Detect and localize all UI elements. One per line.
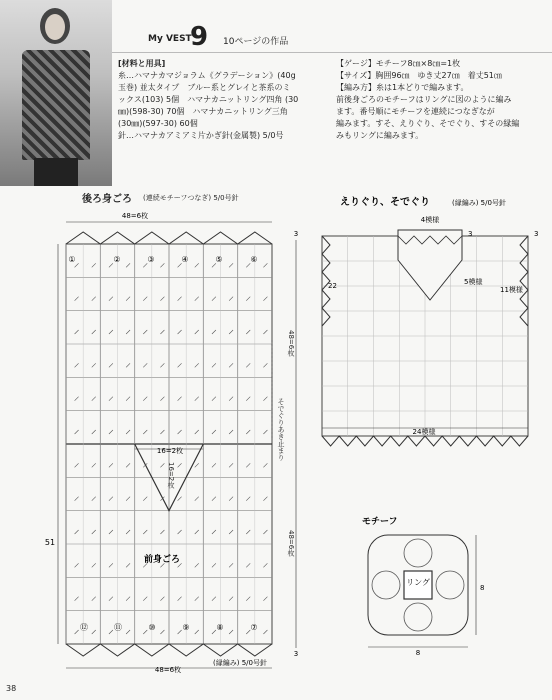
materials-line: 糸…ハマナカマジョラム《グラデーション》(40g	[118, 71, 296, 80]
gauge-line: 【ゲージ】モチーフ8㎝×8㎝=1枚	[336, 59, 461, 68]
stitch-mark	[143, 363, 164, 367]
motif-petal	[372, 571, 400, 599]
stitch-mark	[109, 397, 130, 401]
back-body-subtitle: (連続モチーフつなぎ) 5/0号針	[143, 194, 239, 202]
lower-side-label: 48=6枚	[287, 530, 295, 557]
stitch-mark	[246, 297, 267, 301]
stitch-mark	[178, 297, 199, 301]
stitch-mark	[212, 297, 233, 301]
bottom-width-label: 48=6枚	[154, 666, 182, 674]
stitch-mark	[246, 430, 267, 434]
stitch-mark	[246, 563, 267, 567]
stitch-mark	[178, 530, 199, 534]
stitch-mark	[246, 597, 267, 601]
hem-note: (縁編み) 5/0号針	[213, 659, 267, 667]
stitch-mark	[212, 397, 233, 401]
motif-num-4: ④	[181, 255, 189, 264]
method-line: 編みます。すそ、えりぐり、そでぐり、すその縁編	[336, 119, 520, 128]
motif-petal	[404, 539, 432, 567]
stitch-mark	[109, 563, 130, 567]
stitch-mark	[212, 563, 233, 567]
motif-petal	[436, 571, 464, 599]
edging-title: えりぐり、そでぐり	[340, 197, 430, 208]
motif-size-bottom: 8	[415, 649, 421, 657]
stitch-mark	[75, 497, 96, 501]
edging-bottom-count: 24模様	[412, 428, 436, 436]
stitch-mark	[178, 563, 199, 567]
motif-drawing	[368, 535, 476, 647]
stitch-mark	[212, 363, 233, 367]
motif-size-side: 8	[480, 584, 485, 592]
motif-num-10: ⑩	[148, 623, 156, 632]
method-line: ます。番号順にモチーフを連続につなぎなが	[336, 107, 495, 116]
stitch-mark	[212, 597, 233, 601]
stitch-mark	[178, 597, 199, 601]
pattern-number: 9	[190, 22, 209, 52]
motif-num-9: ⑨	[182, 623, 190, 632]
motif-petal	[404, 603, 432, 631]
stitch-mark	[75, 297, 96, 301]
motif-num-7: ⑦	[250, 623, 258, 632]
motif-num-11: ⑪	[114, 623, 122, 632]
stitch-mark	[246, 530, 267, 534]
stitch-mark	[178, 463, 199, 467]
neckline-heart	[398, 230, 462, 300]
stitch-mark	[178, 430, 199, 434]
motif-num-5: ⑤	[215, 255, 223, 264]
stitch-mark	[143, 430, 164, 434]
stitch-mark	[109, 330, 130, 334]
width-top-label: 48=6枚	[121, 212, 149, 220]
stitch-mark	[143, 397, 164, 401]
edging-subtitle: (縁編み) 5/0号針	[452, 199, 506, 207]
edging-mark-left: 3	[534, 230, 539, 238]
stitch-mark	[109, 363, 130, 367]
motif-title: モチーフ	[362, 517, 398, 527]
stitch-mark	[109, 430, 130, 434]
edging-left-count: 22	[328, 282, 337, 290]
stitch-mark	[143, 297, 164, 301]
bottom-mark-label: 3	[293, 650, 299, 658]
stitch-mark	[75, 397, 96, 401]
stitch-mark	[109, 497, 130, 501]
stitch-mark	[178, 363, 199, 367]
stitch-mark	[212, 530, 233, 534]
edging-mark-right: 3	[468, 230, 473, 238]
stitch-mark	[246, 330, 267, 334]
bottom-zigzag	[66, 644, 272, 656]
armhole-note: そでぐりあき止まり	[277, 398, 285, 461]
stitch-mark	[143, 597, 164, 601]
neck-width-label: 16=2枚	[156, 447, 184, 455]
page-number: 38	[6, 684, 17, 693]
top-zigzag	[66, 232, 272, 244]
materials-line: ㎜)(598-30) 70個 ハマナカニットリング三角	[118, 107, 288, 116]
neck-depth-label: 16=2枚	[167, 462, 175, 489]
reference-page: 10ページの作品	[223, 37, 289, 47]
edging-top-count: 4模様	[420, 216, 440, 224]
stitch-mark	[143, 330, 164, 334]
stitch-mark	[75, 530, 96, 534]
materials-line: 玉巻) 並太タイプ ブルー系とグレイと茶系のミ	[118, 83, 291, 92]
ring-label: リング	[406, 578, 430, 587]
motif-num-2: ②	[113, 255, 121, 264]
edging-center-count: 5模様	[464, 278, 483, 286]
stitch-mark	[143, 530, 164, 534]
top-mark-label: 3	[293, 230, 299, 238]
stitch-mark	[178, 397, 199, 401]
stitch-mark	[246, 463, 267, 467]
stitch-mark	[212, 430, 233, 434]
edging-bottom-zigzag	[322, 436, 528, 446]
method-line: 【編み方】糸は1本どりで編みます。	[336, 83, 469, 92]
materials-line: 針…ハマナカアミアミ片かぎ針(金属製) 5/0号	[118, 131, 284, 140]
motif-num-12: ⑫	[80, 623, 88, 632]
stitch-mark	[246, 397, 267, 401]
materials-line: ックス(103) 5個 ハマナカニットリング四角 (30	[118, 95, 299, 104]
stitch-mark	[75, 263, 96, 267]
edging-grid	[322, 230, 528, 446]
stitch-mark	[75, 430, 96, 434]
size-line: 【サイズ】胸囲96㎝ ゆき丈27㎝ 着丈51㎝	[336, 71, 502, 80]
stitch-mark	[109, 530, 130, 534]
stitch-mark	[75, 363, 96, 367]
back-body-title: 後ろ身ごろ	[82, 194, 132, 205]
method-line: みもリングに編みます。	[336, 131, 424, 140]
body-grid	[58, 222, 299, 668]
series-label: My VEST	[148, 34, 192, 44]
stitch-mark	[246, 497, 267, 501]
stitch-mark	[109, 597, 130, 601]
stitch-mark	[178, 330, 199, 334]
stitch-mark	[246, 363, 267, 367]
stitch-mark	[212, 497, 233, 501]
motif-num-8: ⑧	[216, 623, 224, 632]
stitch-mark	[212, 463, 233, 467]
total-length-label: 51	[44, 538, 56, 547]
method-line: 前後身ごろのモチーフはリングに図のように編み	[336, 95, 512, 104]
stitch-mark	[143, 497, 164, 501]
stitch-mark	[75, 463, 96, 467]
stitch-mark	[75, 563, 96, 567]
stitch-mark	[178, 497, 199, 501]
stitch-mark	[75, 597, 96, 601]
stitch-mark	[109, 297, 130, 301]
materials-heading: [材料と用具]	[118, 59, 166, 68]
side-length-label: 48=6枚	[287, 330, 295, 357]
stitch-mark	[109, 463, 130, 467]
motif-num-3: ③	[147, 255, 155, 264]
edging-right-count: 11模様	[500, 286, 523, 294]
front-body-title: 前身ごろ	[143, 555, 181, 565]
materials-line: (30㎜)(597-30) 60個	[118, 119, 198, 128]
motif-num-1: ①	[68, 255, 76, 264]
stitch-mark	[212, 330, 233, 334]
motif-num-6: ⑥	[250, 255, 258, 264]
edging-right-zigzag	[520, 236, 528, 326]
edging-left-zigzag	[322, 236, 330, 326]
stitch-mark	[75, 330, 96, 334]
